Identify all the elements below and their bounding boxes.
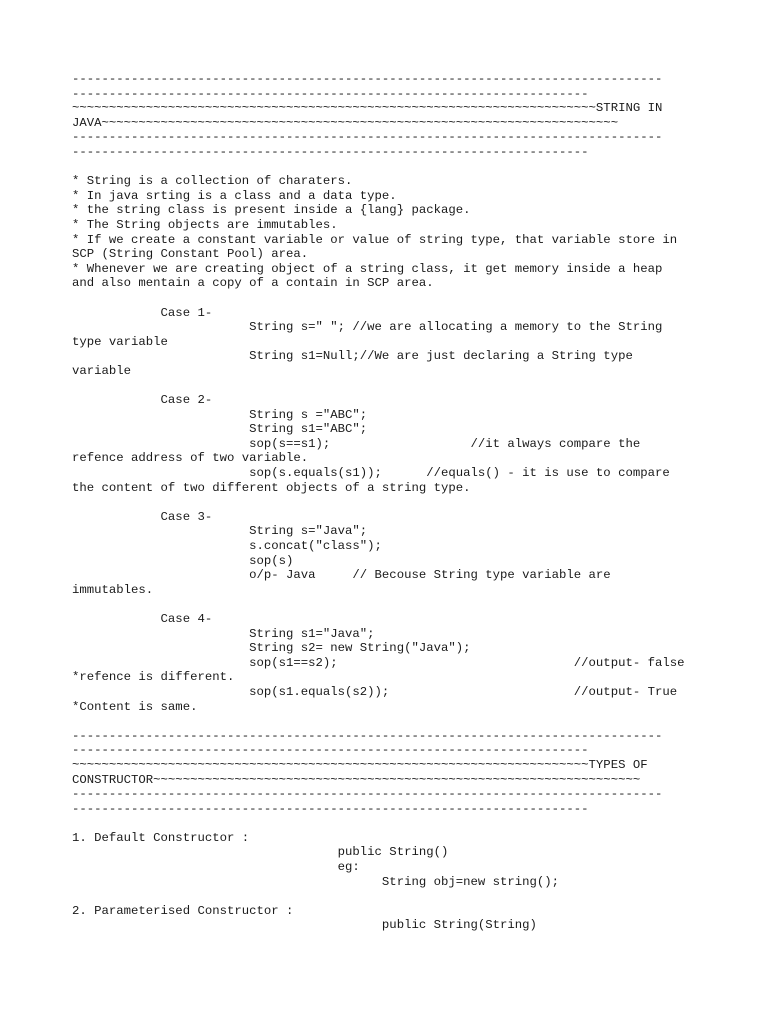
text-line: -------------------------------------------------------------------------------- bbox=[72, 728, 663, 743]
text-line: *Content is same. bbox=[72, 699, 198, 714]
text-line: * The String objects are immutables. bbox=[72, 217, 338, 232]
text-line: SCP (String Constant Pool) area. bbox=[72, 247, 309, 262]
text-line: * String is a collection of charaters. bbox=[72, 174, 353, 189]
text-line: sop(s1.equals(s2)); //output- True bbox=[72, 684, 678, 699]
text-line: Case 2- bbox=[72, 393, 213, 408]
blank-line bbox=[72, 160, 696, 175]
text-line: String s1="ABC"; bbox=[72, 422, 368, 437]
text-line: *refence is different. bbox=[72, 670, 235, 685]
text-line: sop(s1==s2); //output- false bbox=[72, 655, 685, 670]
blank-line bbox=[72, 291, 696, 306]
text-line: ---------------------------------------------------------------------- bbox=[72, 86, 589, 101]
text-line: String obj=new string(); bbox=[72, 874, 560, 889]
text-line: ~~~~~~~~~~~~~~~~~~~~~~~~~~~~~~~~~~~~~~~~~~~~~~~~~~~~~~~~~~~~~~~~~~~~~~~STRING IN bbox=[72, 101, 663, 116]
text-line: public String() bbox=[72, 845, 449, 860]
text-line: o/p- Java // Becouse String type variable are bbox=[72, 568, 611, 583]
text-line: String s=" "; //we are allocating a memory to the String bbox=[72, 320, 663, 335]
text-line: sop(s.equals(s1)); //equals() - it is use to compare bbox=[72, 466, 670, 481]
text-line: Case 4- bbox=[72, 611, 213, 626]
text-line: ~~~~~~~~~~~~~~~~~~~~~~~~~~~~~~~~~~~~~~~~~~~~~~~~~~~~~~~~~~~~~~~~~~~~~~TYPES OF bbox=[72, 757, 648, 772]
text-line: 2. Parameterised Constructor : bbox=[72, 903, 294, 918]
text-line: eg: bbox=[72, 860, 360, 875]
text-line: * In java srting is a class and a data type. bbox=[72, 188, 397, 203]
blank-line bbox=[72, 597, 696, 612]
text-line: String s2= new String("Java"); bbox=[72, 641, 471, 656]
text-line: refence address of two variable. bbox=[72, 451, 309, 466]
text-line: * If we create a constant variable or value of string type, that variable store in bbox=[72, 232, 678, 247]
text-line: String s ="ABC"; bbox=[72, 407, 368, 422]
text-line: CONSTRUCTOR~~~~~~~~~~~~~~~~~~~~~~~~~~~~~~~~~~~~~~~~~~~~~~~~~~~~~~~~~~~~~~~~~~ bbox=[72, 772, 641, 787]
text-line: s.concat("class"); bbox=[72, 539, 382, 553]
text-line: * Whenever we are creating object of a string class, it get memory inside a heap bbox=[72, 261, 663, 276]
text-line: String s1=Null;//We are just declaring a String type bbox=[72, 349, 633, 364]
blank-line bbox=[72, 378, 696, 393]
text-line: Case 1- bbox=[72, 305, 213, 320]
blank-line bbox=[72, 816, 696, 831]
text-line: ---------------------------------------------------------------------- bbox=[72, 144, 589, 159]
text-line: sop(s) bbox=[72, 553, 294, 568]
text-line: variable bbox=[72, 363, 132, 378]
text-line: the content of two different objects of a string type. bbox=[72, 480, 471, 495]
text-line: public String(String) bbox=[72, 918, 537, 933]
text-line: Case 3- bbox=[72, 509, 213, 524]
blank-line bbox=[72, 889, 696, 904]
text-line: ---------------------------------------------------------------------- bbox=[72, 801, 589, 816]
text-line: sop(s==s1); //it always compare the bbox=[72, 436, 641, 451]
text-line: * the string class is present inside a {lang} package. bbox=[72, 203, 471, 218]
text-line: -------------------------------------------------------------------------------- bbox=[72, 72, 663, 86]
text-line: ---------------------------------------------------------------------- bbox=[72, 743, 589, 758]
text-line: -------------------------------------------------------------------------------- bbox=[72, 787, 663, 802]
text-line: and also mentain a copy of a contain in SCP area. bbox=[72, 276, 434, 291]
text-line: String s="Java"; bbox=[72, 524, 368, 539]
blank-line bbox=[72, 495, 696, 510]
text-line: 1. Default Constructor : bbox=[72, 830, 250, 845]
text-line: immutables. bbox=[72, 582, 154, 597]
text-line: String s1="Java"; bbox=[72, 626, 375, 641]
text-line: JAVA~~~~~~~~~~~~~~~~~~~~~~~~~~~~~~~~~~~~~~~~~~~~~~~~~~~~~~~~~~~~~~~~~~~~~~ bbox=[72, 115, 619, 130]
text-line: -------------------------------------------------------------------------------- bbox=[72, 130, 663, 145]
blank-line bbox=[72, 714, 696, 729]
document-page bbox=[72, 72, 696, 933]
text-line: type variable bbox=[72, 334, 168, 349]
